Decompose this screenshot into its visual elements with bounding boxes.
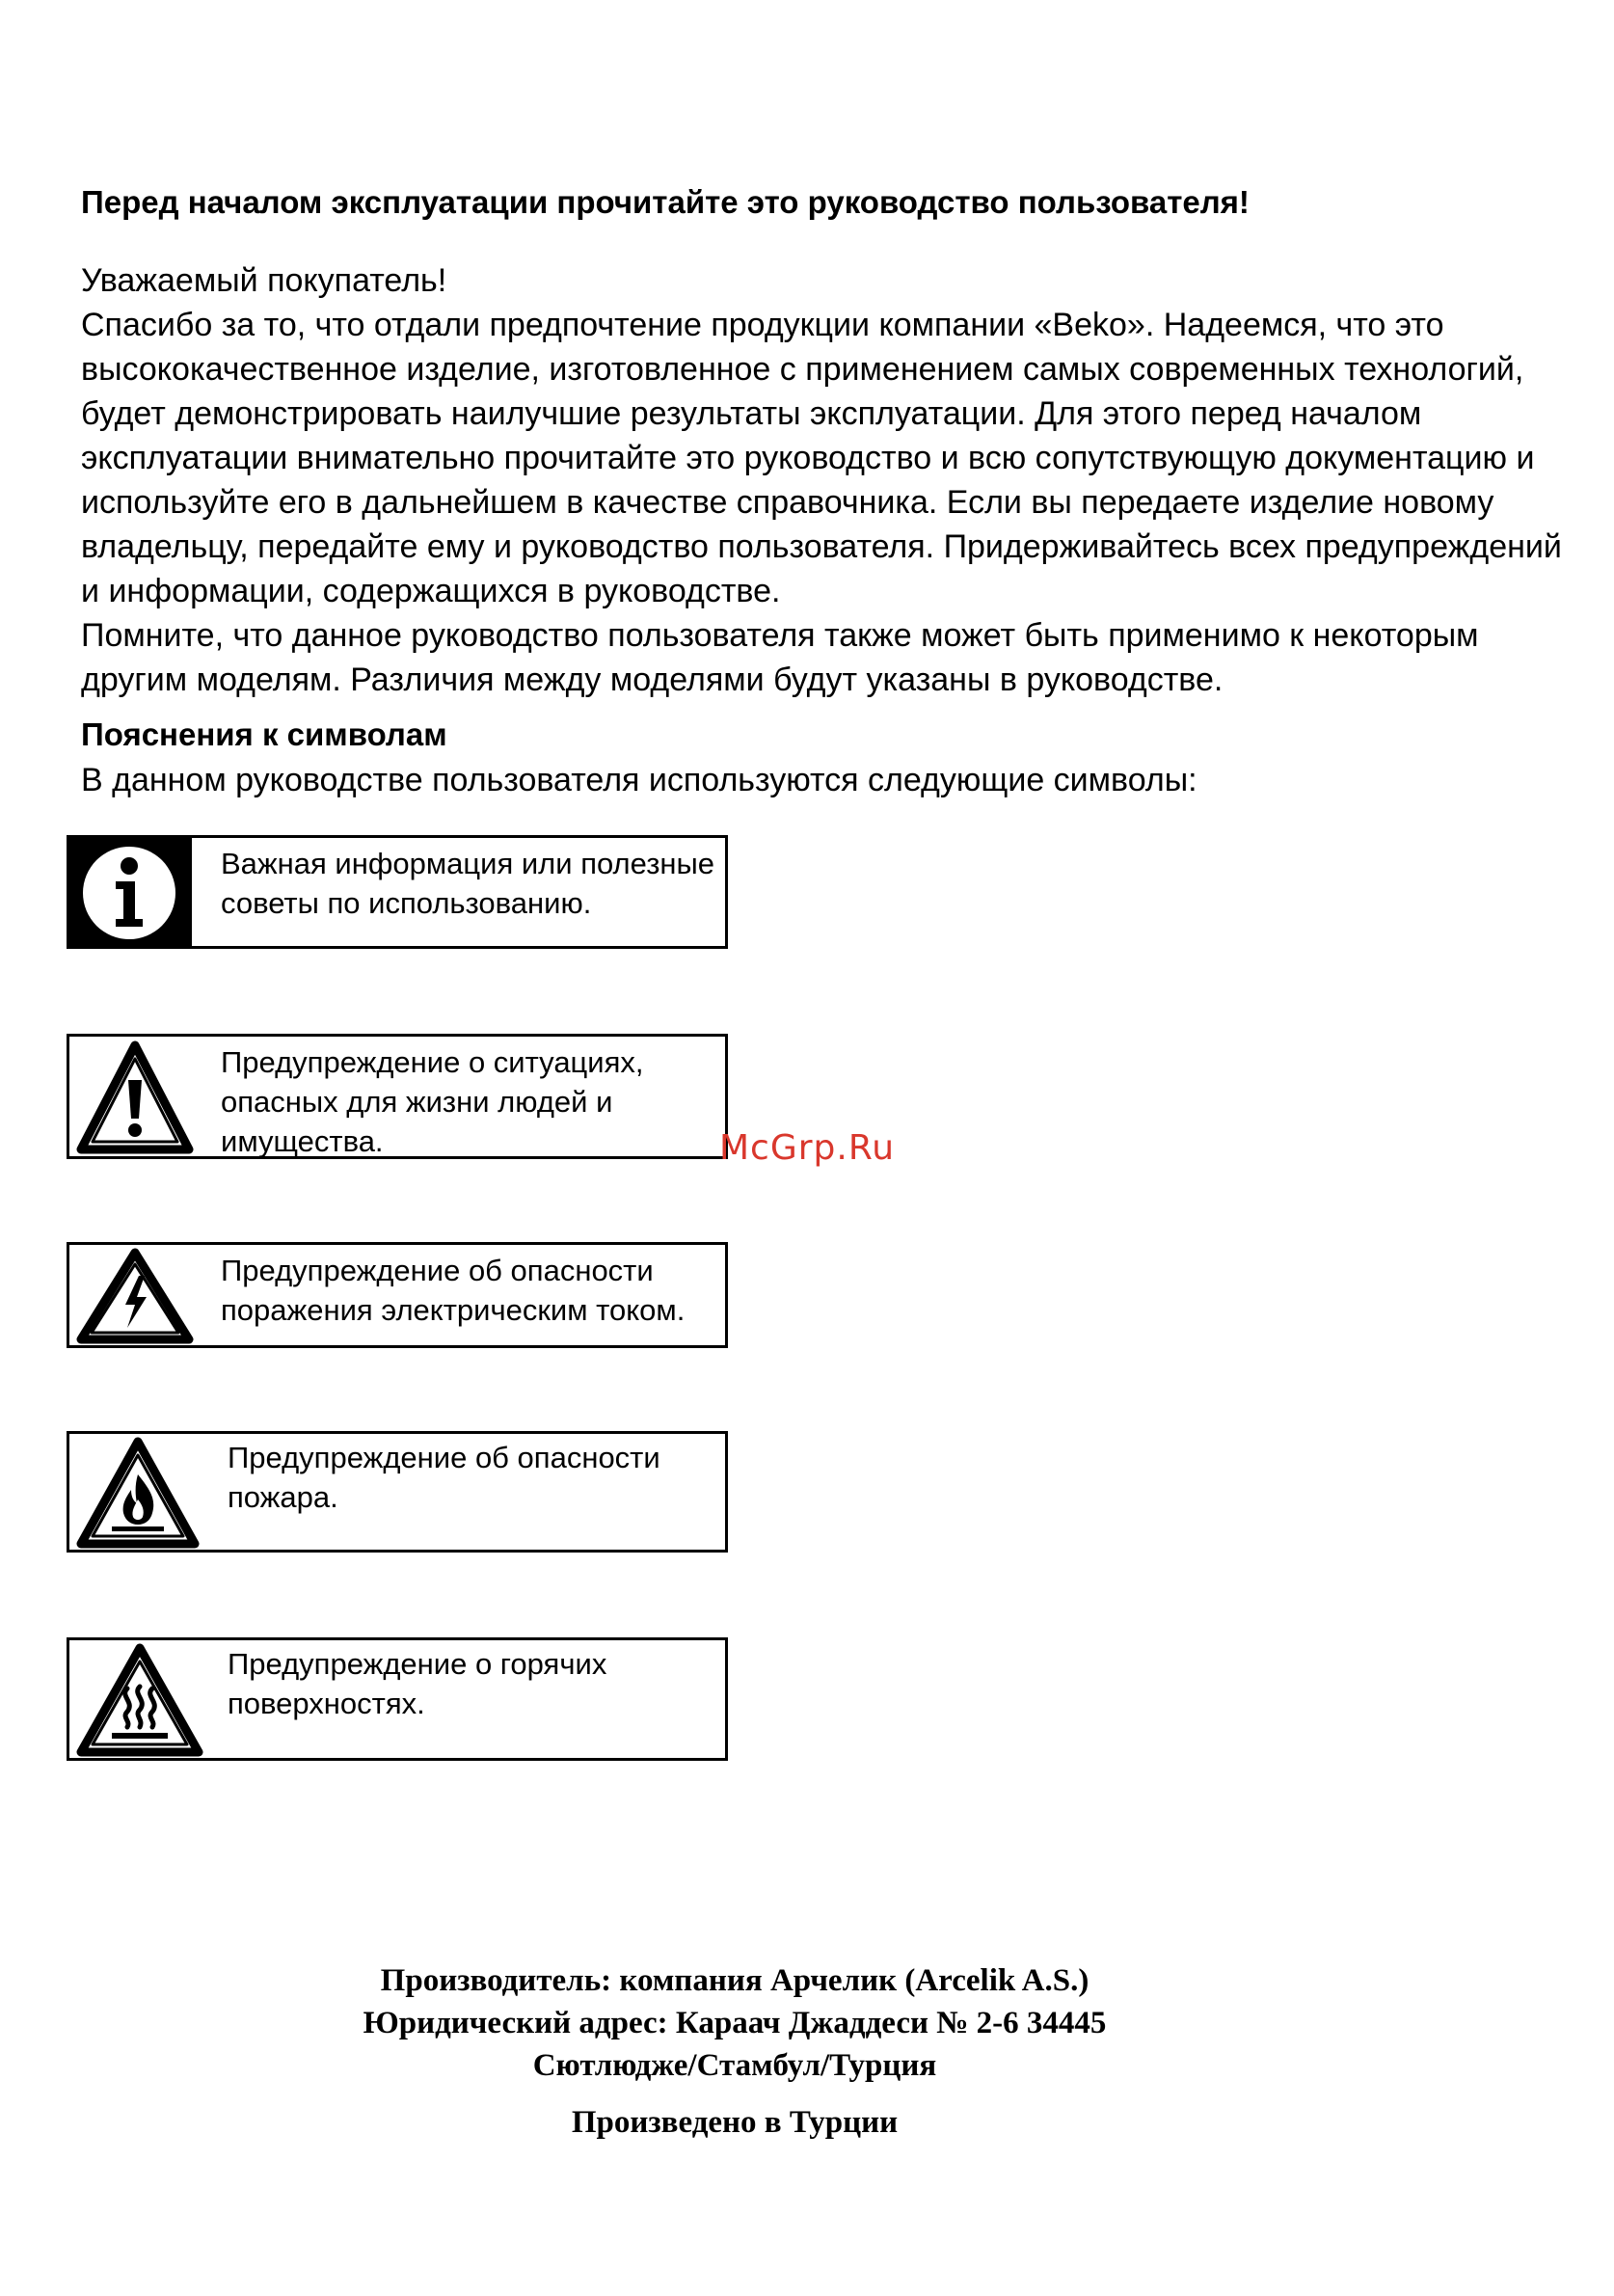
- intro-line-7: и информации, содержащихся в руководстве.: [81, 573, 781, 609]
- symbol-text-electric: Предупреждение об опасности поражения электрическим током.: [221, 1254, 686, 1327]
- intro-line-4: эксплуатации внимательно прочитайте это руководство и всю сопутствующую документацию и: [81, 440, 1535, 476]
- intro-line-2: высококачественное изделие, изготовленное с применением самых современных технологий,: [81, 351, 1524, 388]
- symbol-box-fire: [67, 1431, 728, 1553]
- note-line-1: Помните, что данное руководство пользователя также может быть применимо к некоторым: [81, 617, 1479, 654]
- symbol-text-info: Важная информация или полезные советы по использованию.: [221, 847, 715, 920]
- intro-line-5: используйте его в дальнейшем в качестве справочника. Если вы передаете изделие новому: [81, 484, 1494, 521]
- symbols-heading: Пояснения к символам: [81, 716, 447, 752]
- note-line-2: другим моделям. Различия между моделями будут указаны в руководстве.: [81, 662, 1224, 698]
- symbol-box-electric: [67, 1242, 728, 1348]
- symbol-text-hot-surface: Предупреждение о горячих поверхностях.: [228, 1647, 607, 1720]
- fire-hazard-icon: [75, 1436, 201, 1550]
- watermark: McGrp.Ru: [719, 1128, 896, 1168]
- intro-line-3: будет демонстрировать наилучшие результаты эксплуатации. Для этого перед началом: [81, 395, 1422, 432]
- symbol-text-fire: Предупреждение об опасности пожара.: [228, 1441, 660, 1514]
- warning-exclamation-icon: [75, 1040, 195, 1155]
- manufacturer-line-3: Сютлюдже/Стамбул/Турция: [532, 2048, 937, 2083]
- hot-surface-icon: [75, 1642, 204, 1758]
- manufacturer-line-1: Производитель: компания Арчелик (Arcelik A.S.): [380, 1963, 1089, 1998]
- symbol-text-warning: Предупреждение о ситуациях, опасных для жизни людей и имущества.: [221, 1045, 644, 1158]
- symbols-intro: В данном руководстве пользователя используются следующие символы:: [81, 762, 1197, 798]
- manufacturer-info: [0, 1959, 1469, 2087]
- made-in-label: Произведено в Турции: [571, 2105, 899, 2140]
- manufacturer-line-2: Юридический адрес: Караач Джаддеси № 2-6 34445: [363, 2006, 1107, 2040]
- symbol-box-hot-surface: [67, 1637, 728, 1761]
- intro-text: [81, 258, 1566, 702]
- page-title: Перед началом эксплуатации прочитайте это руководство пользователя!: [81, 184, 1250, 220]
- greeting: Уважаемый покупатель!: [81, 262, 447, 299]
- intro-line-6: владельцу, передайте ему и руководство пользователя. Придерживайтесь всех предупреждений: [81, 528, 1562, 565]
- intro-line-1: Спасибо за то, что отдали предпочтение продукции компании «Beko». Надеемся, что это: [81, 307, 1444, 343]
- symbol-box-warning: [67, 1034, 728, 1159]
- symbol-box-info: [67, 835, 728, 949]
- info-icon: [69, 838, 185, 944]
- electric-shock-icon: [75, 1247, 195, 1345]
